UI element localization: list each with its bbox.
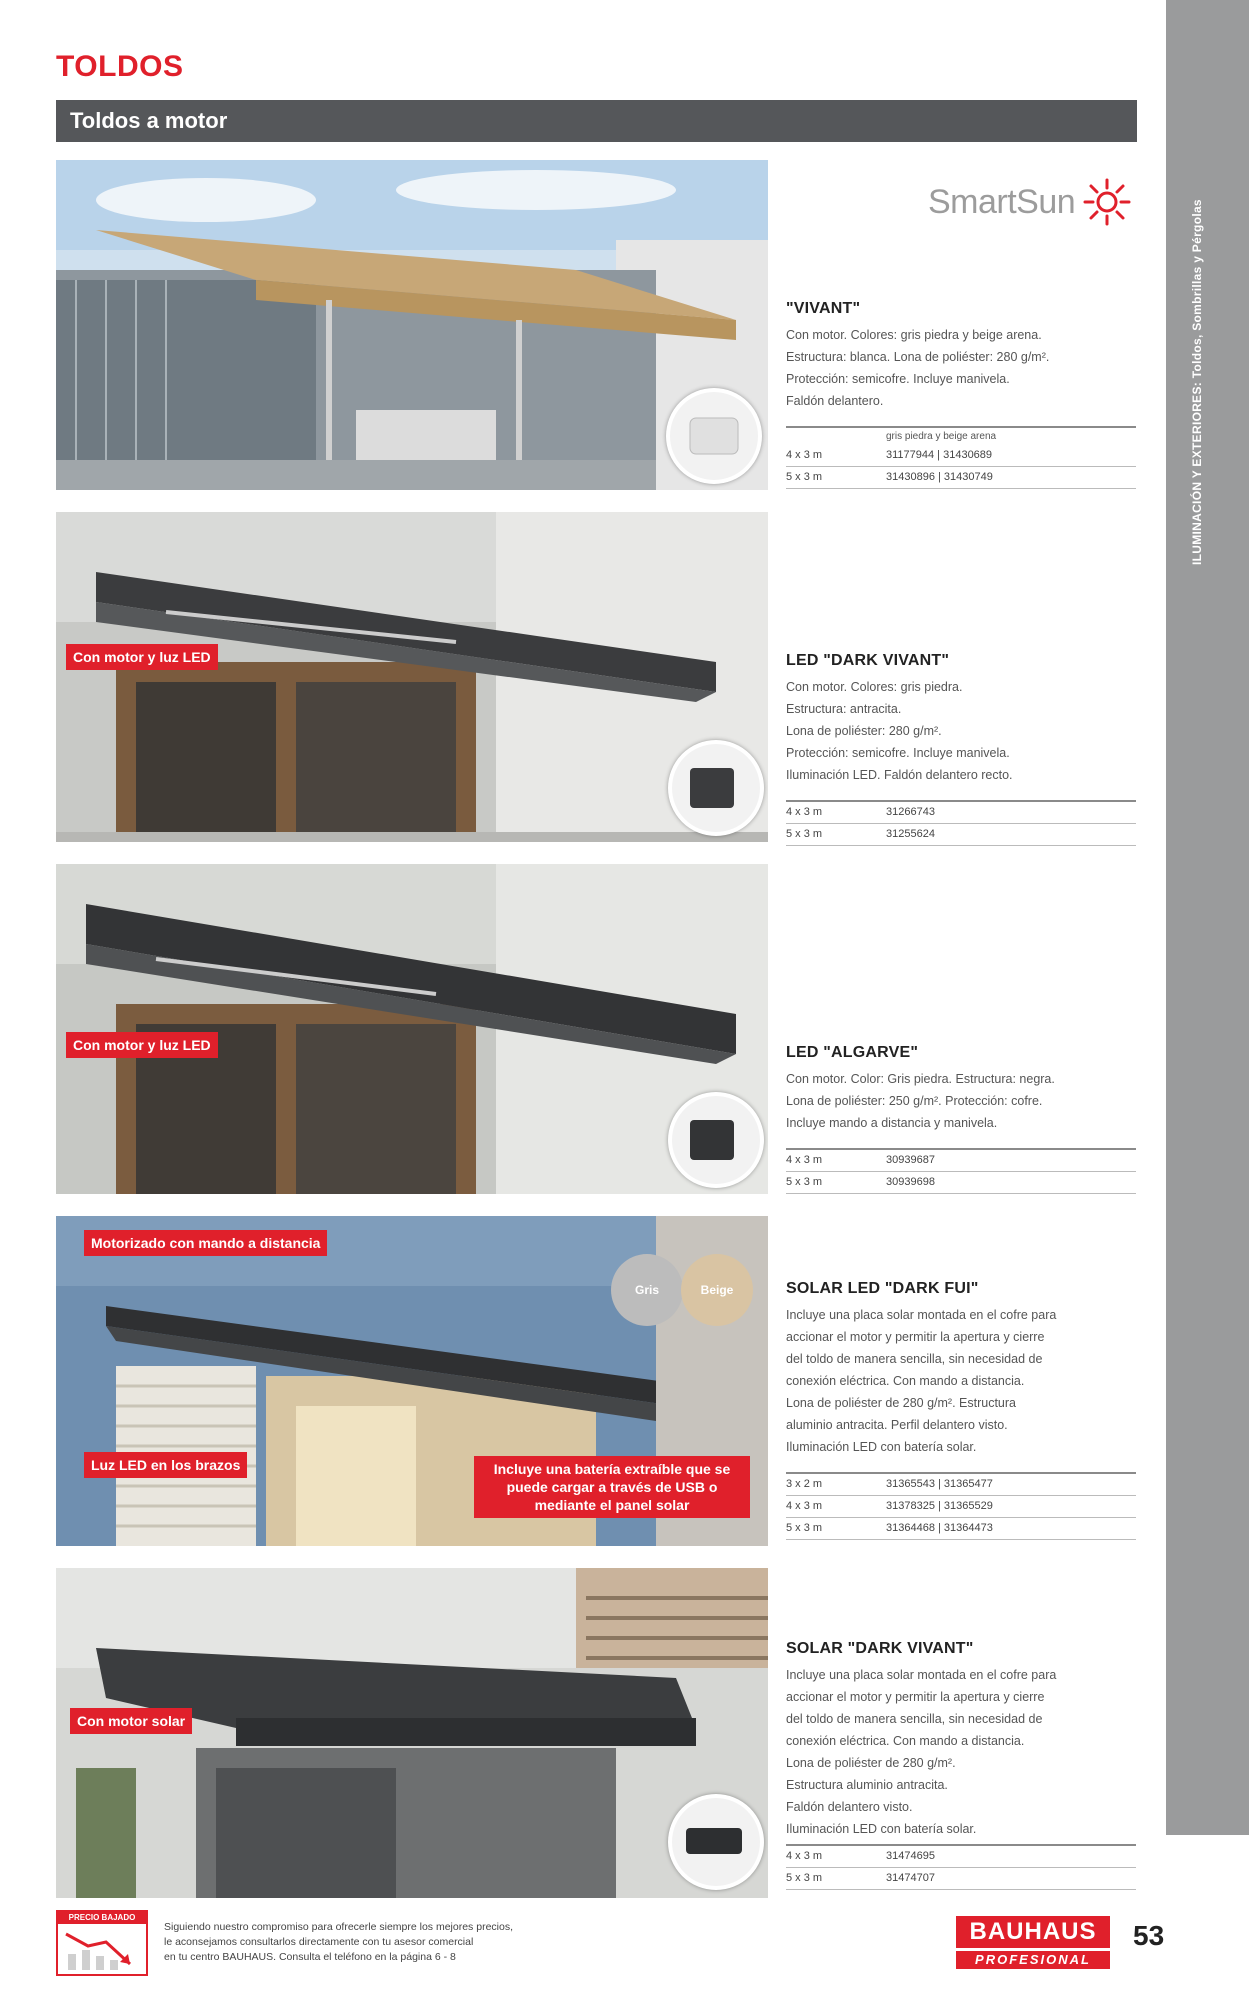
product-name: LED "ALGARVE" bbox=[786, 1044, 919, 1061]
product-desc-line: Faldón delantero. bbox=[786, 394, 884, 408]
section-title: TOLDOS bbox=[56, 50, 184, 83]
product-desc-line: aluminio antracita. Perfil delantero visto. bbox=[786, 1418, 1008, 1432]
spec-code: 31255624 bbox=[886, 828, 935, 840]
product-name: SOLAR "DARK VIVANT" bbox=[786, 1640, 974, 1657]
product-info-solar-led-dark-fui bbox=[786, 1280, 1136, 1540]
product-desc-line: Lona de poliéster: 250 g/m². Protección: cofre. bbox=[786, 1094, 1043, 1108]
product-info-vivant bbox=[786, 300, 1136, 489]
spec-code: 31266743 bbox=[886, 806, 935, 818]
spec-code: 31430896 | 31430749 bbox=[886, 471, 993, 483]
price-badge-label: PRECIO BAJADO bbox=[58, 1912, 146, 1924]
product-name: LED "DARK VIVANT" bbox=[786, 652, 950, 669]
product-desc-line: Protección: semicofre. Incluye manivela. bbox=[786, 372, 1010, 386]
spec-code: 31378325 | 31365529 bbox=[886, 1500, 993, 1512]
product-desc-line: accionar el motor y permitir la apertura y cierre bbox=[786, 1330, 1045, 1344]
spec-row bbox=[786, 824, 1136, 846]
spec-code: 30939687 bbox=[886, 1154, 935, 1166]
spec-size: 5 x 3 m bbox=[786, 1176, 823, 1188]
bauhaus-logo-bottom: PROFESIONAL bbox=[956, 1951, 1110, 1969]
product-photo-solar-led-dark-fui bbox=[56, 1216, 768, 1546]
product-desc-line: Incluye una placa solar montada en el cofre para bbox=[786, 1668, 1057, 1682]
spec-size: 3 x 2 m bbox=[786, 1478, 823, 1490]
subheader-bar: Toldos a motor bbox=[56, 100, 1137, 142]
product-desc-line: Con motor. Colores: gris piedra y beige arena. bbox=[786, 328, 1042, 342]
product-desc-line: Estructura: antracita. bbox=[786, 702, 902, 716]
product-photo-led-dark-vivant bbox=[56, 512, 768, 842]
spec-table bbox=[786, 1472, 1136, 1540]
spec-code: 31365543 | 31365477 bbox=[886, 1478, 993, 1490]
product-desc-line: del toldo de manera sencilla, sin necesidad de bbox=[786, 1712, 1043, 1726]
smartsun-logo bbox=[928, 176, 1133, 228]
page-number: 53 bbox=[1133, 1920, 1165, 1951]
footer-note-line: le aconsejamos consultarlos directamente con tu asesor comercial bbox=[164, 1936, 474, 1948]
product-info-solar-dark-vivant bbox=[786, 1640, 1136, 1890]
color-swatch-gris: Gris bbox=[611, 1254, 683, 1326]
product-desc-line: Protección: semicofre. Incluye manivela. bbox=[786, 746, 1010, 760]
spec-size: 5 x 3 m bbox=[786, 471, 823, 483]
spec-table bbox=[786, 1148, 1136, 1194]
feature-tag: Con motor y luz LED bbox=[66, 1032, 218, 1058]
product-desc-line: Lona de poliéster de 280 g/m². bbox=[786, 1756, 956, 1770]
spec-row bbox=[786, 1868, 1136, 1890]
spec-size: 4 x 3 m bbox=[786, 1500, 823, 1512]
product-desc-line: Faldón delantero visto. bbox=[786, 1800, 913, 1814]
color-swatch-beige: Beige bbox=[681, 1254, 753, 1326]
feature-tag: Incluye una batería extraíble que se puede cargar a través de USB o mediante el panel solar bbox=[474, 1456, 750, 1518]
product-detail-inset bbox=[666, 388, 762, 484]
spec-row bbox=[786, 1474, 1136, 1496]
product-desc-line: Con motor. Colores: gris piedra. bbox=[786, 680, 963, 694]
spec-row bbox=[786, 1518, 1136, 1540]
product-desc-line: Lona de poliéster de 280 g/m². Estructura bbox=[786, 1396, 1016, 1410]
product-info-led-dark-vivant bbox=[786, 652, 1136, 846]
spec-code: 31474707 bbox=[886, 1872, 935, 1884]
spec-row bbox=[786, 1150, 1136, 1172]
footer-note bbox=[164, 1920, 684, 1965]
spec-code: 31474695 bbox=[886, 1850, 935, 1862]
product-desc-line: conexión eléctrica. Con mando a distancia. bbox=[786, 1374, 1025, 1388]
product-desc-line: Incluye mando a distancia y manivela. bbox=[786, 1116, 998, 1130]
product-detail-inset bbox=[668, 1092, 764, 1188]
spec-size: 4 x 3 m bbox=[786, 1154, 823, 1166]
product-desc-line: Iluminación LED. Faldón delantero recto. bbox=[786, 768, 1013, 782]
feature-tag: Con motor solar bbox=[70, 1708, 192, 1734]
bauhaus-logo bbox=[956, 1916, 1110, 1970]
spec-row bbox=[786, 1846, 1136, 1868]
product-name: "VIVANT" bbox=[786, 300, 861, 317]
product-name: SOLAR LED "DARK FUI" bbox=[786, 1280, 979, 1297]
spec-row bbox=[786, 467, 1136, 489]
spec-row bbox=[786, 445, 1136, 467]
product-info-led-algarve bbox=[786, 1044, 1136, 1194]
product-desc-line: Estructura aluminio antracita. bbox=[786, 1778, 948, 1792]
spec-row bbox=[786, 802, 1136, 824]
spec-code: 31364468 | 31364473 bbox=[886, 1522, 993, 1534]
spec-code: 30939698 bbox=[886, 1176, 935, 1188]
spec-column-header: gris piedra y beige arena bbox=[886, 431, 997, 442]
spec-size: 5 x 3 m bbox=[786, 828, 823, 840]
footer-note-line: Siguiendo nuestro compromiso para ofrecerle siempre los mejores precios, bbox=[164, 1921, 513, 1933]
price-down-chart-icon bbox=[58, 1924, 146, 1974]
product-photo-solar-dark-vivant bbox=[56, 1568, 768, 1898]
product-desc-line: Iluminación LED con batería solar. bbox=[786, 1822, 977, 1836]
spec-size: 5 x 3 m bbox=[786, 1522, 823, 1534]
feature-tag: Motorizado con mando a distancia bbox=[84, 1230, 327, 1256]
product-desc-line: conexión eléctrica. Con mando a distancia. bbox=[786, 1734, 1025, 1748]
sun-icon bbox=[1081, 176, 1133, 228]
spec-size: 4 x 3 m bbox=[786, 449, 823, 461]
spec-size: 4 x 3 m bbox=[786, 806, 823, 818]
bauhaus-logo-top: BAUHAUS bbox=[956, 1916, 1110, 1948]
product-desc-line: Iluminación LED con batería solar. bbox=[786, 1440, 977, 1454]
footer-note-line: en tu centro BAUHAUS. Consulta el teléfono en la página 6 - 8 bbox=[164, 1951, 456, 1963]
spec-row bbox=[786, 1172, 1136, 1194]
page-footer bbox=[56, 1910, 1165, 1980]
spec-size: 4 x 3 m bbox=[786, 1850, 823, 1862]
spec-code: 31177944 | 31430689 bbox=[886, 449, 993, 461]
product-photo-vivant bbox=[56, 160, 768, 490]
spec-table bbox=[786, 800, 1136, 846]
product-desc-line: accionar el motor y permitir la apertura y cierre bbox=[786, 1690, 1045, 1704]
product-desc-line: Con motor. Color: Gris piedra. Estructura: negra. bbox=[786, 1072, 1055, 1086]
spec-row bbox=[786, 1496, 1136, 1518]
product-desc-line: Estructura: blanca. Lona de poliéster: 280 g/m². bbox=[786, 350, 1050, 364]
product-photo-led-algarve bbox=[56, 864, 768, 1194]
spec-table bbox=[786, 1844, 1136, 1890]
side-category-strip bbox=[1166, 0, 1249, 1835]
product-desc-line: del toldo de manera sencilla, sin necesidad de bbox=[786, 1352, 1043, 1366]
product-desc-line: Lona de poliéster: 280 g/m². bbox=[786, 724, 942, 738]
spec-size: 5 x 3 m bbox=[786, 1872, 823, 1884]
spec-table bbox=[786, 426, 1136, 489]
product-desc-line: Incluye una placa solar montada en el cofre para bbox=[786, 1308, 1057, 1322]
feature-tag: Con motor y luz LED bbox=[66, 644, 218, 670]
product-detail-inset bbox=[668, 740, 764, 836]
product-detail-inset bbox=[668, 1794, 764, 1890]
side-category-label: ILUMINACIÓN Y EXTERIORES: Toldos, Sombrillas y Pérgolas bbox=[1190, 199, 1204, 565]
feature-tag: Luz LED en los brazos bbox=[84, 1452, 247, 1478]
price-badge bbox=[56, 1910, 148, 1976]
smartsun-logo-text: SmartSun bbox=[928, 182, 1076, 221]
